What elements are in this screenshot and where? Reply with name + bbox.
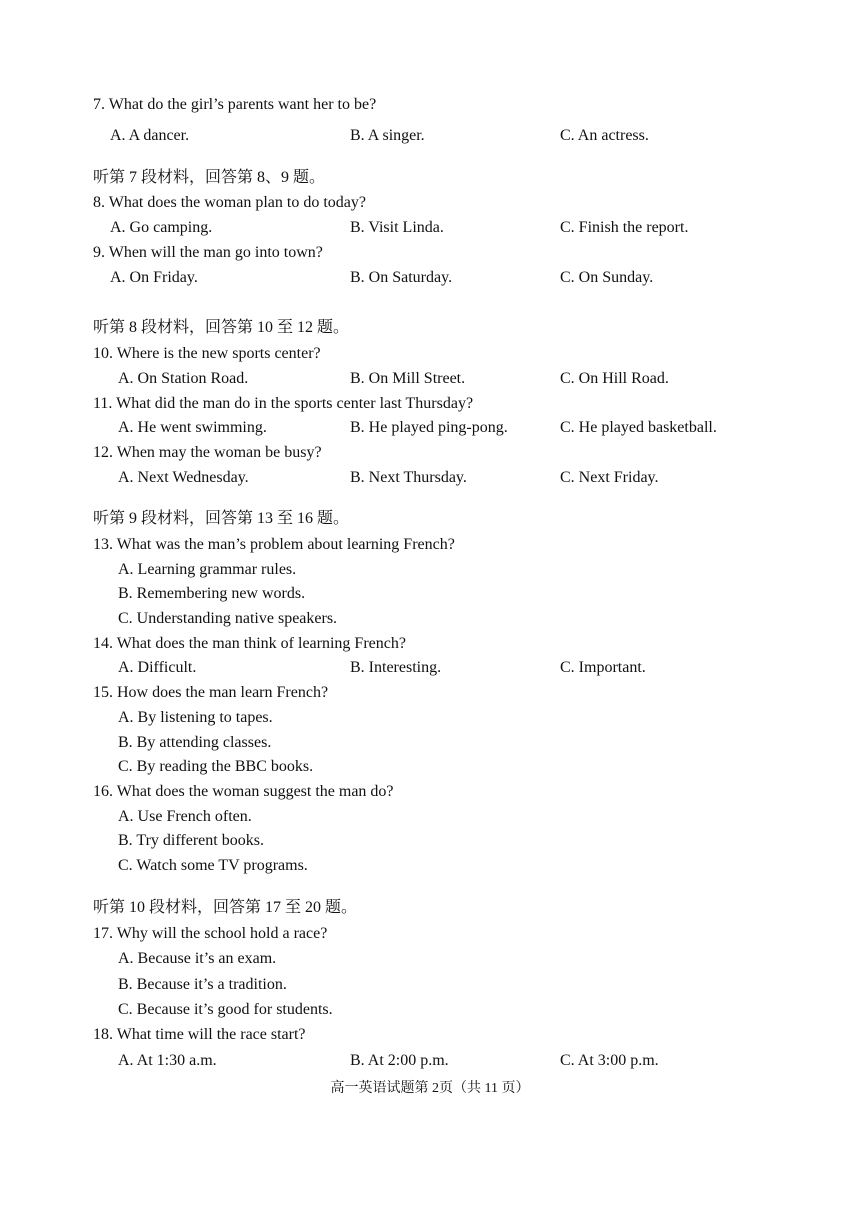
question-18: 18. What time will the race start? bbox=[93, 1026, 306, 1043]
q12-option-a: A. Next Wednesday. bbox=[118, 469, 249, 486]
q9-option-a: A. On Friday. bbox=[110, 269, 198, 286]
q13-option-a: A. Learning grammar rules. bbox=[118, 561, 297, 578]
q11-option-b: B. He played ping-pong. bbox=[350, 419, 508, 436]
question-13: 13. What was the man’s problem about learning French? bbox=[93, 536, 455, 553]
q16-option-a: A. Use French often. bbox=[118, 808, 252, 825]
question-8: 8. What does the woman plan to do today? bbox=[93, 194, 366, 211]
question-12: 12. When may the woman be busy? bbox=[93, 444, 322, 461]
section-10-instruction: 听第 10 段材料，回答第 17 至 20 题。 bbox=[93, 899, 358, 916]
q17-option-b: B. Because it’s a tradition. bbox=[118, 976, 287, 993]
question-14: 14. What does the man think of learning French? bbox=[93, 635, 406, 652]
page-footer: 高一英语试题第 2页（共 11 页） bbox=[330, 1081, 530, 1096]
q14-option-c: C. Important. bbox=[560, 659, 646, 676]
question-15: 15. How does the man learn French? bbox=[93, 684, 329, 701]
q8-option-c: C. Finish the report. bbox=[560, 219, 689, 236]
q16-option-c: C. Watch some TV programs. bbox=[118, 857, 308, 874]
q11-option-a: A. He went swimming. bbox=[118, 419, 267, 436]
q9-option-c: C. On Sunday. bbox=[560, 269, 654, 286]
q15-option-c: C. By reading the BBC books. bbox=[118, 758, 314, 775]
q9-option-b: B. On Saturday. bbox=[350, 269, 453, 286]
q10-option-b: B. On Mill Street. bbox=[350, 370, 466, 387]
q15-option-b: B. By attending classes. bbox=[118, 734, 272, 751]
q10-option-c: C. On Hill Road. bbox=[560, 370, 669, 387]
q17-option-c: C. Because it’s good for students. bbox=[118, 1001, 333, 1018]
question-17: 17. Why will the school hold a race? bbox=[93, 925, 328, 942]
q18-option-c: C. At 3:00 p.m. bbox=[560, 1052, 659, 1069]
section-8-instruction: 听第 8 段材料，回答第 10 至 12 题。 bbox=[93, 319, 350, 336]
q12-option-c: C. Next Friday. bbox=[560, 469, 659, 486]
section-9-instruction: 听第 9 段材料，回答第 13 至 16 题。 bbox=[93, 510, 350, 527]
q14-option-a: A. Difficult. bbox=[118, 659, 197, 676]
q8-option-a: A. Go camping. bbox=[110, 219, 213, 236]
q15-option-a: A. By listening to tapes. bbox=[118, 709, 273, 726]
question-16: 16. What does the woman suggest the man do? bbox=[93, 783, 394, 800]
q13-option-c: C. Understanding native speakers. bbox=[118, 610, 338, 627]
question-7: 7. What do the girl’s parents want her to be? bbox=[93, 96, 377, 113]
q18-option-a: A. At 1:30 a.m. bbox=[118, 1052, 217, 1069]
q13-option-b: B. Remembering new words. bbox=[118, 585, 306, 602]
q12-option-b: B. Next Thursday. bbox=[350, 469, 467, 486]
question-11: 11. What did the man do in the sports center last Thursday? bbox=[93, 395, 474, 412]
q14-option-b: B. Interesting. bbox=[350, 659, 442, 676]
section-7-instruction: 听第 7 段材料，回答第 8、9 题。 bbox=[93, 169, 326, 186]
q7-option-c: C. An actress. bbox=[560, 127, 649, 144]
question-10: 10. Where is the new sports center? bbox=[93, 345, 321, 362]
question-9: 9. When will the man go into town? bbox=[93, 244, 323, 261]
q7-option-a: A. A dancer. bbox=[110, 127, 190, 144]
q11-option-c: C. He played basketball. bbox=[560, 419, 717, 436]
q8-option-b: B. Visit Linda. bbox=[350, 219, 444, 236]
q7-option-b: B. A singer. bbox=[350, 127, 425, 144]
q16-option-b: B. Try different books. bbox=[118, 832, 264, 849]
q17-option-a: A. Because it’s an exam. bbox=[118, 950, 277, 967]
q10-option-a: A. On Station Road. bbox=[118, 370, 249, 387]
q18-option-b: B. At 2:00 p.m. bbox=[350, 1052, 449, 1069]
